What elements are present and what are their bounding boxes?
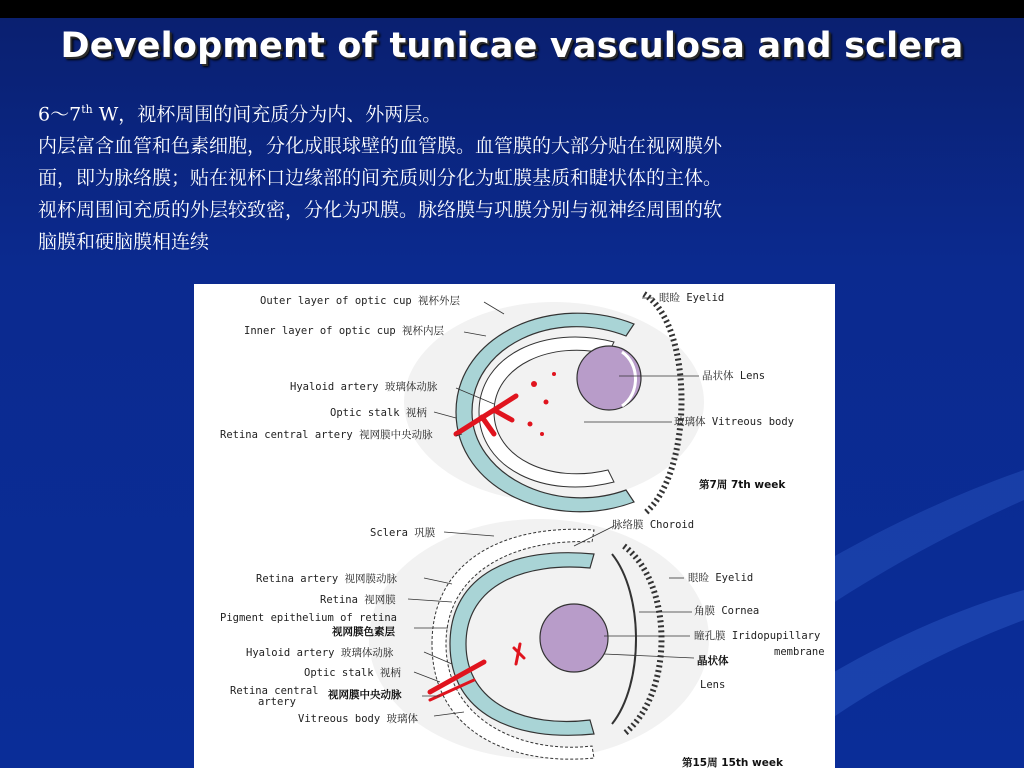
label-hyaloid-artery: Hyaloid artery 玻璃体动脉 — [290, 381, 438, 393]
label-optic-stalk: Optic stalk 视柄 — [330, 407, 427, 419]
body-line-2: 内层富含血管和色素细胞，分化成眼球壁的血管膜。血管膜的大部分贴在视网膜外 — [38, 135, 723, 158]
top-dark-bar — [0, 0, 1024, 18]
body-line-4: 视杯周围间充质的外层较致密，分化为巩膜。脉络膜与巩膜分别与视神经周围的软 — [38, 199, 723, 222]
slide-title: Development of tunicae vasculosa and sclera — [60, 26, 964, 66]
label-choroid: 脉络膜 Choroid — [612, 519, 695, 531]
slide-body — [38, 94, 978, 258]
label-vitreous-body-15: Vitreous body 玻璃体 — [298, 713, 419, 725]
week7-lens — [577, 346, 641, 410]
week7-caption: 第7周 7th week — [699, 479, 786, 491]
label-outer-layer: Outer layer of optic cup 视杯外层 — [260, 295, 461, 307]
label-artery-15: artery — [258, 696, 296, 708]
label-membrane: membrane — [774, 646, 825, 658]
label-cornea: 角膜 Cornea — [694, 605, 760, 617]
body-line-3: 面，即为脉络膜；贴在视杯口边缘部的间充质则分化为虹膜基质和睫状体的主体。 — [38, 167, 723, 190]
label-retina-central-15: Retina central — [230, 685, 319, 697]
label-inner-layer: Inner layer of optic cup 视杯内层 — [244, 325, 445, 337]
label-vitreous-body: 玻璃体 Vitreous body — [674, 416, 795, 428]
body-line-1: 6～7th W，视杯周围的间充质分为内、外两层。 — [38, 103, 442, 126]
week15-lens — [540, 604, 608, 672]
label-retina-central-artery: Retina central artery 视网膜中央动脉 — [220, 429, 433, 441]
label-pigment-layer-cn: 视网膜色素层 — [332, 626, 395, 638]
body-line-5: 脑膜和硬脑膜相连续 — [38, 231, 210, 254]
label-retina-artery: Retina artery 视网膜动脉 — [256, 573, 398, 585]
label-pigment-epithelium: Pigment epithelium of retina — [220, 612, 398, 624]
week7-diagram — [220, 291, 794, 514]
eye-development-figure — [194, 284, 835, 768]
label-retina-central-cn-15: 视网膜中央动脉 — [328, 689, 402, 701]
label-iridopupillary: 瞳孔膜 Iridopupillary — [694, 630, 821, 642]
label-hyaloid-artery-15: Hyaloid artery 玻璃体动脉 — [246, 647, 394, 659]
label-eyelid: 眼睑 Eyelid — [659, 292, 725, 304]
label-eyelid-15: 眼睑 Eyelid — [688, 572, 754, 584]
week15-caption: 第15周 15th week — [682, 757, 783, 768]
label-retina: Retina 视网膜 — [320, 594, 396, 606]
label-lens-cn-15: 晶状体 — [697, 655, 729, 667]
week15-diagram — [220, 518, 825, 768]
label-lens: 晶状体 Lens — [702, 370, 766, 382]
label-lens-15: Lens — [700, 679, 726, 691]
label-optic-stalk-15: Optic stalk 视柄 — [304, 667, 401, 679]
eye-diagram — [194, 284, 835, 768]
label-sclera: Sclera 巩膜 — [370, 527, 436, 539]
